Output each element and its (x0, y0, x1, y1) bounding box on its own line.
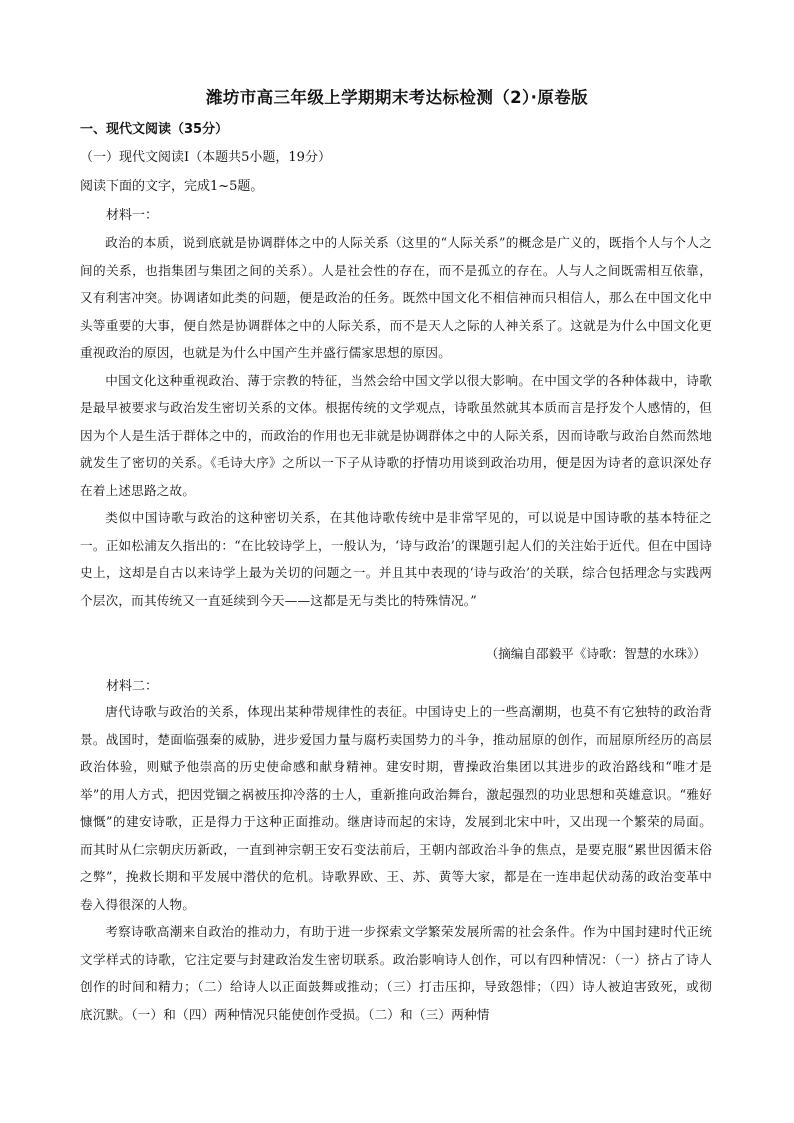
paragraph: 唐代诗歌与政治的关系，体现出某种带规律性的表征。中国诗史上的一些高潮期，也莫不有它独特的政治背景。战国时，楚面临强秦的威胁，进步爱国力量与腐朽卖国势力的斗争，推动屈原的创作，而屈原所经历的高层政治体验，则赋予他崇高的历史使命感和献身精神。建安时期，曹操政治集团以其进步的政治路线和“唯才是举”的用人方式，把因党锢之祸被压抑冷落的士人，重新推向政治舞台，激起强烈的功业思想和英雄意识。“雅好慷慨”的建安诗歌，正是得力于这种正面推动。继唐诗而起的宋诗，发展到北宋中叶，又出现一个繁荣的局面。而其时从仁宗朝庆历新政，一直到神宗朝王安石变法前后，王朝内部政治斗争的焦点，是要克服“累世因循末俗之弊”，挽救长期和平发展中潜伏的危机。诗歌界欧、王、苏、黄等大家，都是在一连串起伏动荡的政治变革中卷入得很深的人物。 (80, 704, 712, 912)
section-heading: 一、现代文阅读（35分） (80, 122, 229, 137)
paragraph: 政治的本质，说到底就是协调群体之中的人际关系（这里的“人际关系”的概念是广义的，既指个人与个人之间的关系，也指集团与集团之间的关系）。人是社会性的存在，而不是孤立的存在。人与人之间既需相互依靠，又有利害冲突。协调诸如此类的问题，便是政治的任务。既然中国文化不相信神而只相信人，那么在中国文化中头等重要的大事，便自然是协调群体之中的人际关系，而不是天人之际的人神关系了。这就是为什么中国文化更重视政治的原因，也就是为什么中国产生并盛行儒家思想的原因。 (80, 235, 712, 360)
paragraph: 类似中国诗歌与政治的这种密切关系，在其他诗歌传统中是非常罕见的，可以说是中国诗歌的基本特征之一。正如松浦友久指出的：“在比较诗学上，一般认为，‘诗与政治’的课题引起人们的关注始于近代。但在中国诗史上，这却是自古以来诗学上最为关切的问题之一。并且其中表现的‘诗与政治’的关联，综合包括理念与实践两个层次，而其传统又一直延续到今天——这都是无与类比的特殊情况。” (80, 510, 712, 608)
page-title: 潍坊市高三年级上学期期末考达标检测（2）·原卷版 (205, 88, 589, 107)
paragraph: 中国文化这种重视政治、薄于宗教的特征，当然会给中国文学以很大影响。在中国文学的各种体裁中，诗歌是最早被要求与政治发生密切关系的文体。根据传统的文学观点，诗歌虽然就其本质而言是抒发个人感情的，但因为个人是生活于群体之中的，而政治的作用也无非就是协调群体之中的人际关系，因而诗歌与政治自然而然地就发生了密切的关系。《毛诗大序》之所以一下子从诗歌的抒情功用谈到政治功用，便是因为诗者的意识深处存在着上述思路之故。 (80, 372, 712, 498)
material-one-label: 材料一： (106, 208, 159, 223)
material-one-source: （摘编自邵毅平《诗歌：智慧的水珠》） (485, 646, 706, 661)
material-one-body (80, 229, 712, 614)
paragraph: 考察诗歌高潮来自政治的推动力，有助于进一步探索文学繁荣发展所需的社会条件。作为中国封建时代正统文学样式的诗歌，它注定要与封建政治发生密切联系。政治影响诗人创作，可以有四种情况：（一）挤占了诗人创作的时间和精力；（二）给诗人以正面鼓舞或推动；（三）打击压抑，导致怨悱；（四）诗人被迫害致死，或彻底沉默。（一）和（四）两种情况只能使创作受损。（二）和（三）两种情 (80, 924, 712, 1022)
material-two-body (80, 698, 712, 1028)
reading-instruction: 阅读下面的文字，完成1~5题。 (80, 179, 264, 194)
material-two-label: 材料二： (106, 679, 159, 694)
subsection-heading: （一）现代文阅读Ⅰ（本题共5小题，19分） (80, 150, 331, 165)
